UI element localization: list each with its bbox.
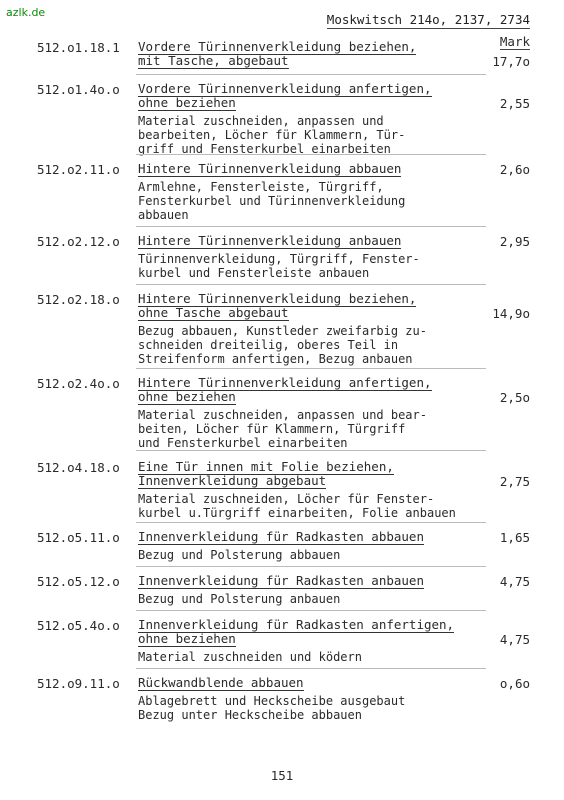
price-column-header: Mark <box>499 34 530 49</box>
entry-price: 4,75 <box>499 632 530 647</box>
watermark: azlk.de <box>6 6 46 19</box>
entry-code: 512.o2.12.o <box>37 234 120 249</box>
entry-title: Hintere Türinnenverkleidung beziehen, ohne Tasche abgebaut <box>138 291 417 320</box>
divider <box>136 368 486 369</box>
entry-code: 512.o1.4o.o <box>37 82 120 97</box>
divider <box>136 284 486 285</box>
entry-code: 512.o5.11.o <box>37 530 120 545</box>
entry-price: o,6o <box>499 676 530 691</box>
entry-description: Ablagebrett und Heckscheibe ausgebaut Bezug unter Heckscheibe abbauen <box>138 694 406 722</box>
entry-description: Türinnenverkleidung, Türgriff, Fenster- kurbel und Fensterleiste anbauen <box>138 252 420 280</box>
entry-description: Armlehne, Fensterleiste, Türgriff, Fensterkurbel und Türinnenverkleidung abbauen <box>138 180 406 222</box>
entry-price: 4,75 <box>499 574 530 589</box>
entry-price: 17,7o <box>492 54 530 69</box>
entry-title: Vordere Türinnenverkleidung anfertigen, ohne beziehen <box>138 81 432 110</box>
entry-code: 512.o2.4o.o <box>37 376 120 391</box>
entry-code: 512.o4.18.o <box>37 460 120 475</box>
entry-price: 14,9o <box>492 306 530 321</box>
entry-title: Hintere Türinnenverkleidung anbauen <box>138 233 402 248</box>
entry-price: 2,75 <box>499 474 530 489</box>
entry-title: Eine Tür innen mit Folie beziehen, Innenverkleidung abgebaut <box>138 459 394 488</box>
entry-description: Material zuschneiden und ködern <box>138 650 362 664</box>
entry-price: 2,6o <box>499 162 530 177</box>
entry-code: 512.o1.18.1 <box>37 40 120 55</box>
entry-code: 512.o9.11.o <box>37 676 120 691</box>
entry-description: Material zuschneiden, anpassen und bear- beiten, Löcher für Klammern, Türgriff und Fensterkurbel einarbeiten <box>138 408 427 450</box>
entry-title: Innenverkleidung für Radkasten abbauen <box>138 529 424 544</box>
entry-title: Hintere Türinnenverkleidung abbauen <box>138 161 402 176</box>
divider <box>136 74 486 75</box>
divider <box>136 610 486 611</box>
divider <box>136 450 486 451</box>
entry-description: Bezug und Polsterung anbauen <box>138 592 341 606</box>
entry-code: 512.o2.11.o <box>37 162 120 177</box>
entry-title: Hintere Türinnenverkleidung anfertigen, ohne beziehen <box>138 375 432 404</box>
entry-title: Rückwandblende abbauen <box>138 675 304 690</box>
entry-description: Material zuschneiden, anpassen und bearbeiten, Löcher für Klammern, Tür- griff und Fensterkurbel einarbeiten <box>138 114 406 156</box>
divider <box>136 566 486 567</box>
entry-price: 1,65 <box>499 530 530 545</box>
entry-code: 512.o5.12.o <box>37 574 120 589</box>
divider <box>136 154 486 155</box>
entry-price: 2,55 <box>499 96 530 111</box>
page-number: 151 <box>270 768 294 783</box>
entry-title: Innenverkleidung für Radkasten anfertigen, ohne beziehen <box>138 617 455 646</box>
entry-description: Material zuschneiden, Löcher für Fenster- kurbel u.Türgriff einarbeiten, Folie anbauen <box>138 492 456 520</box>
divider <box>136 522 486 523</box>
entry-title: Vordere Türinnenverkleidung beziehen, mit Tasche, abgebaut <box>138 39 417 68</box>
divider <box>136 668 486 669</box>
document-header: Moskwitsch 214o, 2137, 2734 <box>326 12 530 27</box>
entry-title: Innenverkleidung für Radkasten anbauen <box>138 573 424 588</box>
entry-description: Bezug und Polsterung abbauen <box>138 548 341 562</box>
entry-code: 512.o2.18.o <box>37 292 120 307</box>
entry-description: Bezug abbauen, Kunstleder zweifarbig zu- schneiden dreiteilig, oberes Teil in Streifenform anfertigen, Bezug anbauen <box>138 324 427 366</box>
divider <box>136 226 486 227</box>
entry-price: 2,95 <box>499 234 530 249</box>
entry-price: 2,5o <box>499 390 530 405</box>
entry-code: 512.o5.4o.o <box>37 618 120 633</box>
